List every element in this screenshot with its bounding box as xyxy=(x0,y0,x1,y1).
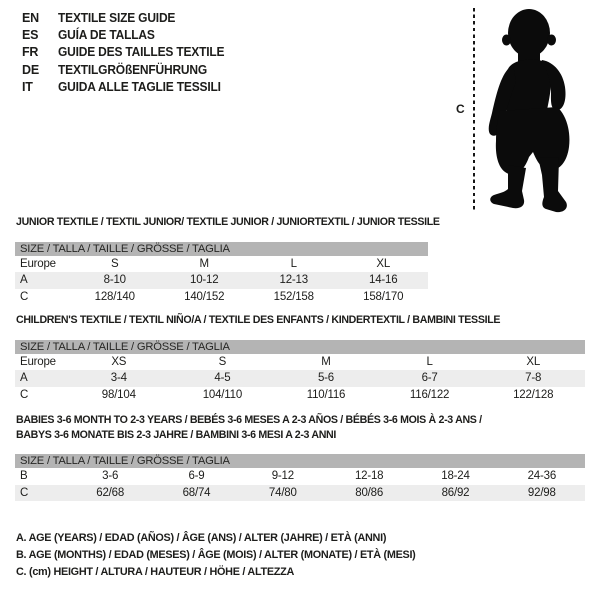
table-title-line: CHILDREN'S TEXTILE / TEXTIL NIÑO/A / TEXTILE DES ENFANTS / KINDERTEXTIL / BAMBINI TESSILE xyxy=(16,314,501,326)
table-row xyxy=(15,468,585,485)
footnote-b: B. AGE (MONTHS) / EDAD (MESES) / ÂGE (MOIS) / ALTER (MONATE) / ETÀ (MESI) xyxy=(16,549,416,562)
title-line-en xyxy=(22,10,231,27)
size-value-cell: S xyxy=(111,257,119,270)
children-table-title xyxy=(16,313,585,328)
size-value-cell: 10-12 xyxy=(190,274,219,287)
table-row xyxy=(15,256,428,273)
table-title-line: BABYS 3-6 MONATE BIS 2-3 JAHRE / BAMBINI 3-6 MESI A 2-3 ANNI xyxy=(16,428,337,441)
title-text: TEXTILE SIZE GUIDE xyxy=(58,11,176,25)
size-value-cell: 8-10 xyxy=(103,274,126,287)
size-value-cell: 62/68 xyxy=(96,486,125,499)
title-line-fr xyxy=(22,44,231,61)
table-row xyxy=(15,272,428,289)
size-value-cell: 3-4 xyxy=(110,372,127,385)
row-label: A xyxy=(20,372,28,385)
size-value-cell: 92/98 xyxy=(527,486,556,499)
table-header-row xyxy=(15,340,585,354)
size-value-cell: XL xyxy=(526,355,541,368)
size-value-cell: 9-12 xyxy=(271,470,294,483)
size-value-cell: 80/86 xyxy=(355,486,384,499)
table-title-line: JUNIOR TEXTILE / TEXTIL JUNIOR/ TEXTILE JUNIOR / JUNIORTEXTIL / JUNIOR TESSILE xyxy=(16,216,440,228)
table-row xyxy=(15,387,585,404)
size-value-cell: 7-8 xyxy=(525,372,542,385)
size-value-cell: 6-7 xyxy=(421,372,438,385)
row-label: C xyxy=(20,486,29,499)
size-value-cell: 4-5 xyxy=(214,372,231,385)
size-value-cell: 104/110 xyxy=(202,388,243,401)
row-label: Europe xyxy=(20,355,56,368)
footnote-a: A. AGE (YEARS) / EDAD (AÑOS) / ÂGE (ANS) / ALTER (JAHRE) / ETÀ (ANNI) xyxy=(16,532,387,544)
title-line-es xyxy=(22,27,231,44)
size-header-cell: SIZE / TALLA / TAILLE / GRÖSSE / TAGLIA xyxy=(15,242,428,256)
table-title-line: BABIES 3-6 MONTH TO 2-3 YEARS / BEBÉS 3-6 MESES A 2-3 AÑOS / BÉBÉS 3-6 MOIS À 2-3 ANS / xyxy=(16,414,482,426)
size-value-cell: 152/158 xyxy=(273,290,314,303)
size-value-cell: 86/92 xyxy=(441,486,470,499)
size-value-cell: 5-6 xyxy=(317,372,334,385)
footnote-c: C. (cm) HEIGHT / ALTURA / HAUTEUR / HÖHE / ALTEZZA xyxy=(16,566,295,579)
size-value-cell: XS xyxy=(111,355,127,368)
size-value-cell: 12-13 xyxy=(279,274,308,287)
junior-textile-section xyxy=(15,215,440,305)
size-value-cell: 12-18 xyxy=(354,470,384,483)
size-value-cell: XL xyxy=(376,257,391,270)
title-text: GUÍA DE TALLAS xyxy=(58,28,155,43)
row-label: C xyxy=(20,290,29,303)
table-header-row xyxy=(15,454,585,468)
lang-code: DE xyxy=(22,62,39,77)
title-line-de xyxy=(22,62,231,79)
height-measure-label: C xyxy=(456,102,465,116)
lang-code: FR xyxy=(22,45,39,60)
row-label: A xyxy=(20,274,28,287)
size-value-cell: 140/152 xyxy=(184,290,225,303)
junior-table-title xyxy=(16,215,440,230)
babies-size-table-host xyxy=(15,454,585,501)
row-label: Europe xyxy=(20,257,56,270)
size-value-cell: M xyxy=(199,257,209,270)
size-value-cell: 24-36 xyxy=(527,470,557,483)
children-textile-section xyxy=(15,313,585,403)
size-table xyxy=(15,340,585,404)
size-value-cell: 128/140 xyxy=(94,290,135,303)
size-value-cell: 98/104 xyxy=(101,388,136,401)
title-text: TEXTILGRÖßENFÜHRUNG xyxy=(58,62,208,77)
legend-footnotes xyxy=(16,530,432,582)
size-value-cell: S xyxy=(218,355,227,368)
table-row xyxy=(15,485,585,502)
junior-size-table-host xyxy=(15,242,428,306)
lang-code: EN xyxy=(22,11,39,25)
size-table xyxy=(15,454,585,501)
size-value-cell: 110/116 xyxy=(306,388,346,401)
size-value-cell: 3-6 xyxy=(102,470,119,483)
table-header-row xyxy=(15,242,428,256)
size-value-cell: 74/80 xyxy=(268,486,297,499)
babies-table-title xyxy=(16,413,585,442)
baby-silhouette-icon xyxy=(487,7,579,214)
size-header-cell: SIZE / TALLA / TAILLE / GRÖSSE / TAGLIA xyxy=(15,340,585,354)
size-value-cell: M xyxy=(321,355,331,368)
table-row xyxy=(15,354,585,371)
title-text: GUIDE DES TAILLES TEXTILE xyxy=(58,45,225,60)
title-text: GUIDA ALLE TAGLIE TESSILI xyxy=(58,79,221,94)
size-table xyxy=(15,242,428,306)
title-line-it xyxy=(22,79,231,96)
table-row xyxy=(15,289,428,306)
size-value-cell: 18-24 xyxy=(441,470,470,483)
size-value-cell: 6-9 xyxy=(188,470,205,483)
size-value-cell: 122/128 xyxy=(513,388,554,401)
size-value-cell: L xyxy=(426,355,433,368)
babies-textile-section xyxy=(15,413,585,501)
language-title-block xyxy=(22,10,231,96)
size-value-cell: 116/122 xyxy=(409,388,450,401)
size-value-cell: L xyxy=(290,257,297,270)
row-label: B xyxy=(20,470,28,483)
size-value-cell: 68/74 xyxy=(182,486,211,499)
table-row xyxy=(15,370,585,387)
row-label: C xyxy=(20,388,29,401)
lang-code: ES xyxy=(22,28,39,43)
size-header-cell: SIZE / TALLA / TAILLE / GRÖSSE / TAGLIA xyxy=(15,454,585,468)
baby-figure xyxy=(450,4,595,218)
lang-code: IT xyxy=(22,79,33,94)
height-measure-dashed-line xyxy=(473,8,475,212)
children-size-table-host xyxy=(15,340,585,404)
size-value-cell: 158/170 xyxy=(363,290,404,303)
size-value-cell: 14-16 xyxy=(369,274,398,287)
